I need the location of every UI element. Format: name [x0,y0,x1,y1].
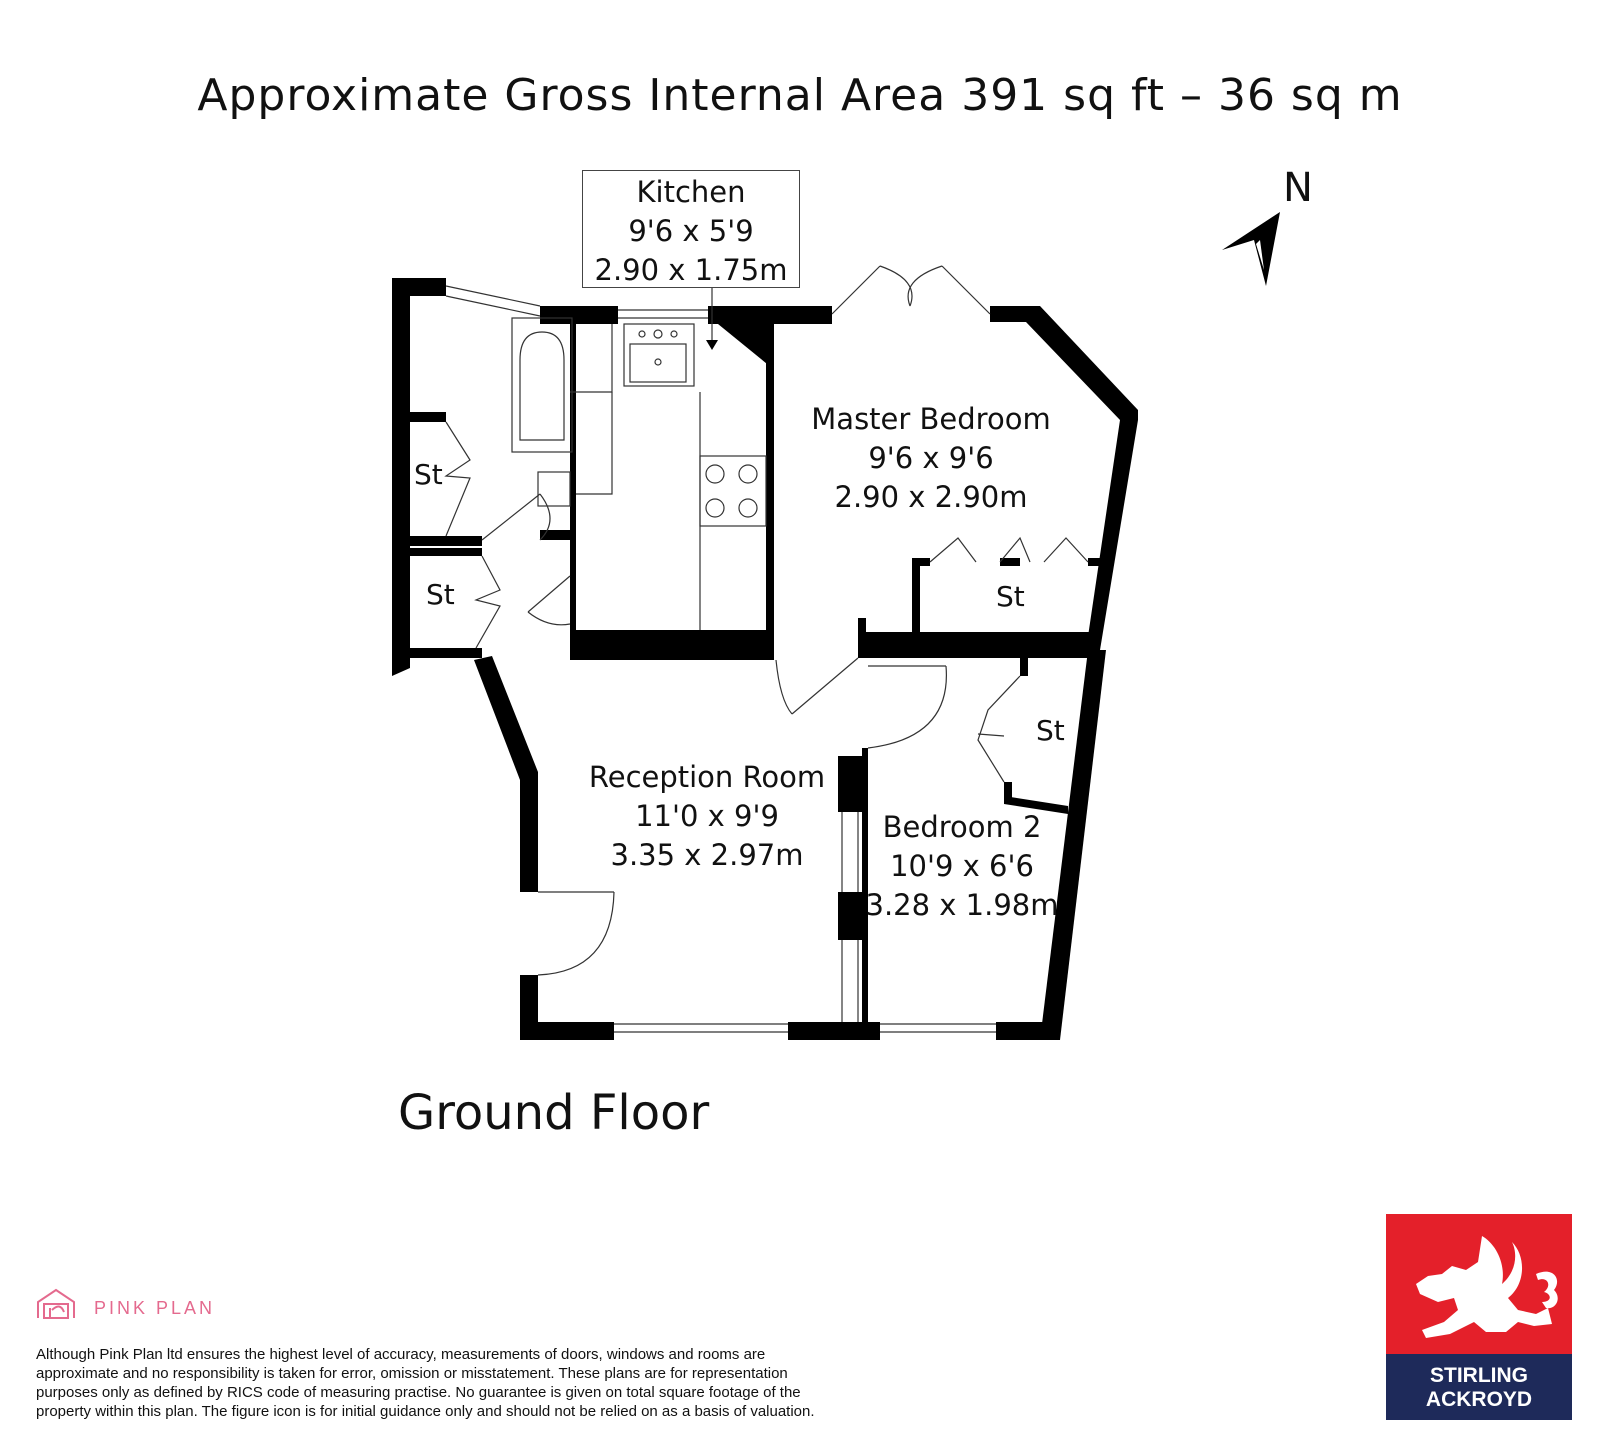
room-imperial: 9'6 x 9'6 [868,441,994,475]
wall [858,618,866,658]
disclaimer-line: Although Pink Plan ltd ensures the highest level of accuracy, measurements of doors, windows and rooms are [36,1346,766,1363]
wall [410,536,482,546]
brand-line-1: STIRLING [1430,1364,1528,1387]
wall [718,324,772,368]
wall [540,306,572,324]
room-metric: 2.90 x 1.75m [594,253,788,287]
wall [1020,658,1028,676]
storage-label: St [426,578,455,611]
room-imperial: 11'0 x 9'9 [635,799,779,833]
wall [392,278,410,676]
wall [838,756,864,812]
storage-label: St [1036,714,1065,747]
pink-plan-text: PINK PLAN [94,1297,216,1318]
wall [520,975,538,1040]
kitchen-label-box [582,170,800,288]
wall [1086,420,1138,650]
wall [1088,558,1100,566]
room-imperial: 9'6 x 5'9 [628,214,754,248]
brand-line-2: ACKROYD [1425,1388,1533,1411]
north-label: N [1283,165,1313,211]
wall [410,548,482,556]
wall [392,278,446,296]
storage-label: St [414,458,443,491]
disclaimer-line: property within this plan. The figure icon is for initial guidance only and should not be relied on as a basis of valuation. [36,1403,815,1420]
kitchen-label [583,171,799,290]
wall [766,306,774,646]
wall [996,1022,1060,1040]
room-name: Master Bedroom [811,402,1051,436]
room-name: Reception Room [588,760,826,794]
wall [410,412,446,422]
wall [570,306,576,636]
disclaimer-line: approximate and no responsibility is taken for error, omission or misstatement. These plans are for representation [36,1365,788,1382]
reception-room-label [574,758,840,875]
wall [410,648,482,658]
room-name: Kitchen [636,175,746,209]
disclaimer-line: purposes only as defined by RICS code of measuring practise. No guarantee is given on total square footage of the [36,1384,801,1401]
room-metric: 2.90 x 2.90m [834,480,1028,514]
pink-plan-logo [36,1288,215,1328]
wall [862,632,1100,658]
wall [570,630,774,660]
wall [474,656,538,892]
brand-logo-text [1386,1354,1572,1420]
floor-label: Ground Floor [398,1085,710,1141]
brand-logo-top [1386,1214,1572,1354]
room-imperial: 10'9 x 6'6 [890,849,1034,883]
master-bedroom-label [798,400,1064,517]
storage-label: St [996,580,1025,613]
room-metric: 3.35 x 2.97m [610,838,804,872]
bedroom-2-label [862,808,1062,925]
room-name: Bedroom 2 [882,810,1042,844]
north-arrow-icon [1222,212,1280,286]
wall [912,558,930,566]
wall [838,892,864,940]
page-title: Approximate Gross Internal Area 391 sq ft – 36 sq m [197,70,1403,121]
brand-logo [1386,1214,1572,1420]
wall [572,306,618,324]
griffin-logo-icon [1386,1214,1572,1354]
room-metric: 3.28 x 1.98m [865,888,1059,922]
wall [912,562,920,632]
disclaimer [36,1345,896,1421]
